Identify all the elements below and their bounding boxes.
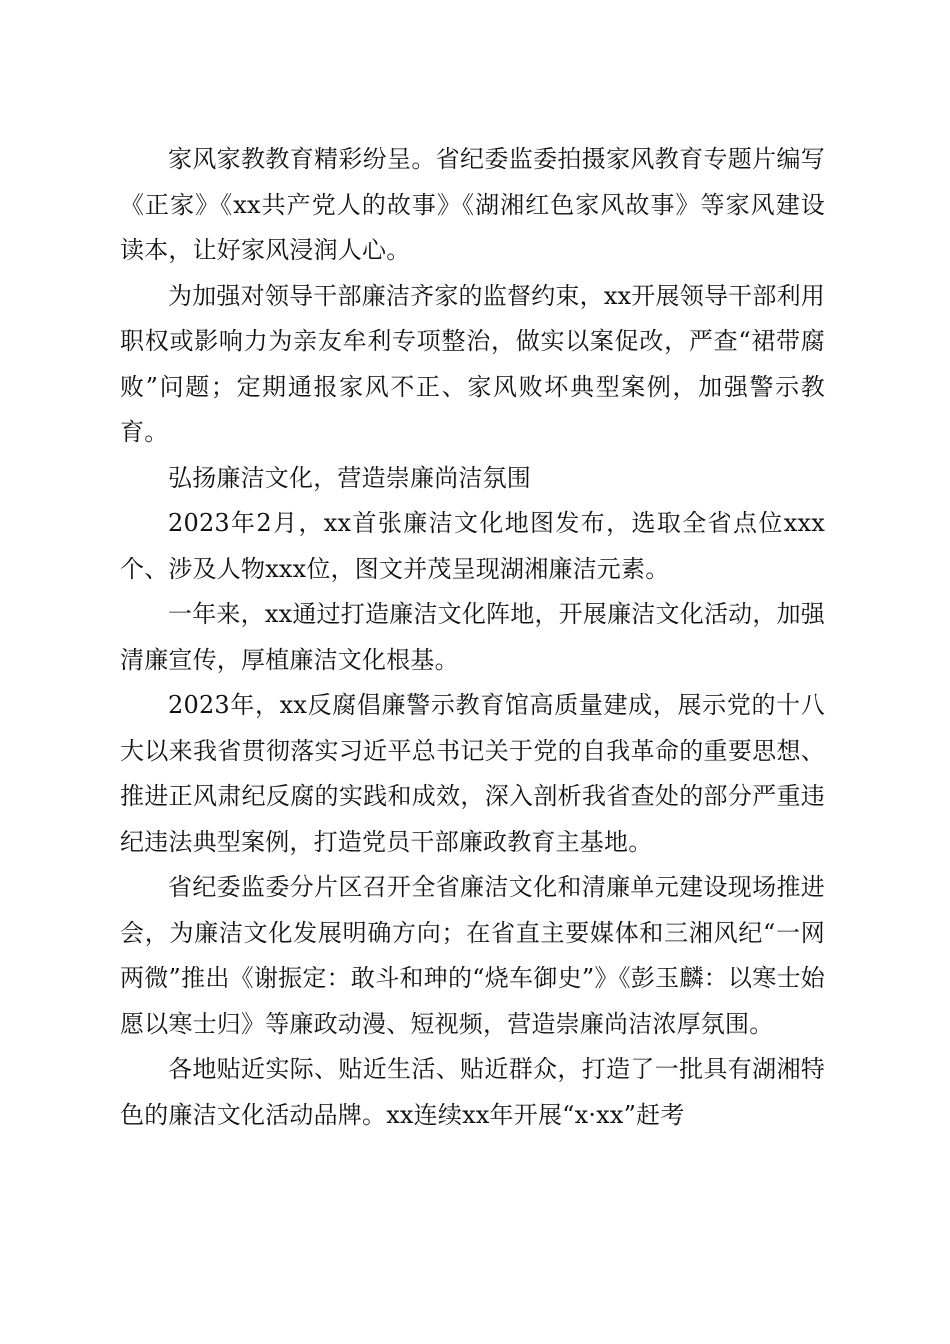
section-heading-integrity-culture: 弘扬廉洁文化，营造崇廉尚洁氛围 <box>168 463 531 492</box>
paragraph-promotion-meeting: 省纪委监委分片区召开全省廉洁文化和清廉单元建设现场推进会，为廉洁文化发展明确方向；在省直主要媒体和三湘风纪“一网两微”推出《谢振定：敢斗和珅的“烧车御史”》《彭玉麟：以寒士始愿以寒士归》等廉政动漫、短视频，营造崇廉尚洁浓厚氛围。 <box>120 873 825 1038</box>
paragraph-year-review: 一年来，xx通过打造廉洁文化阵地，开展廉洁文化活动，加强清廉宣传，厚植廉洁文化根基。 <box>120 600 825 674</box>
paragraph-family-education: 家风家教教育精彩纷呈。省纪委监委拍摄家风教育专题片编写《正家》《xx共产党人的故事》《湖湘红色家风故事》等家风建设读本，让好家风浸润人心。 <box>120 145 825 264</box>
paragraph-local-brands: 各地贴近实际、贴近生活、贴近群众，打造了一批具有湖湘特色的廉洁文化活动品牌。xx连续xx年开展“x·xx”赶考 <box>120 1055 825 1129</box>
paragraph-culture-map: 2023年2月，xx首张廉洁文化地图发布，选取全省点位xxx个、涉及人物xxx位，图文并茂呈现湖湘廉洁元素。 <box>120 509 825 583</box>
document-body <box>120 137 825 1138</box>
paragraph-warning-hall: 2023年，xx反腐倡廉警示教育馆高质量建成，展示党的十八大以来我省贯彻落实习近平总书记关于党的自我革命的重要思想、推进正风肃纪反腐的实践和成效，深入剖析我省查处的部分严重违纪违法典型案例，打造党员干部廉政教育主基地。 <box>120 691 825 856</box>
paragraph-supervision: 为加强对领导干部廉洁齐家的监督约束，xx开展领导干部利用职权或影响力为亲友牟利专项整治，做实以案促改，严查“裙带腐败”问题；定期通报家风不正、家风败坏典型案例，加强警示教育。 <box>120 281 825 446</box>
